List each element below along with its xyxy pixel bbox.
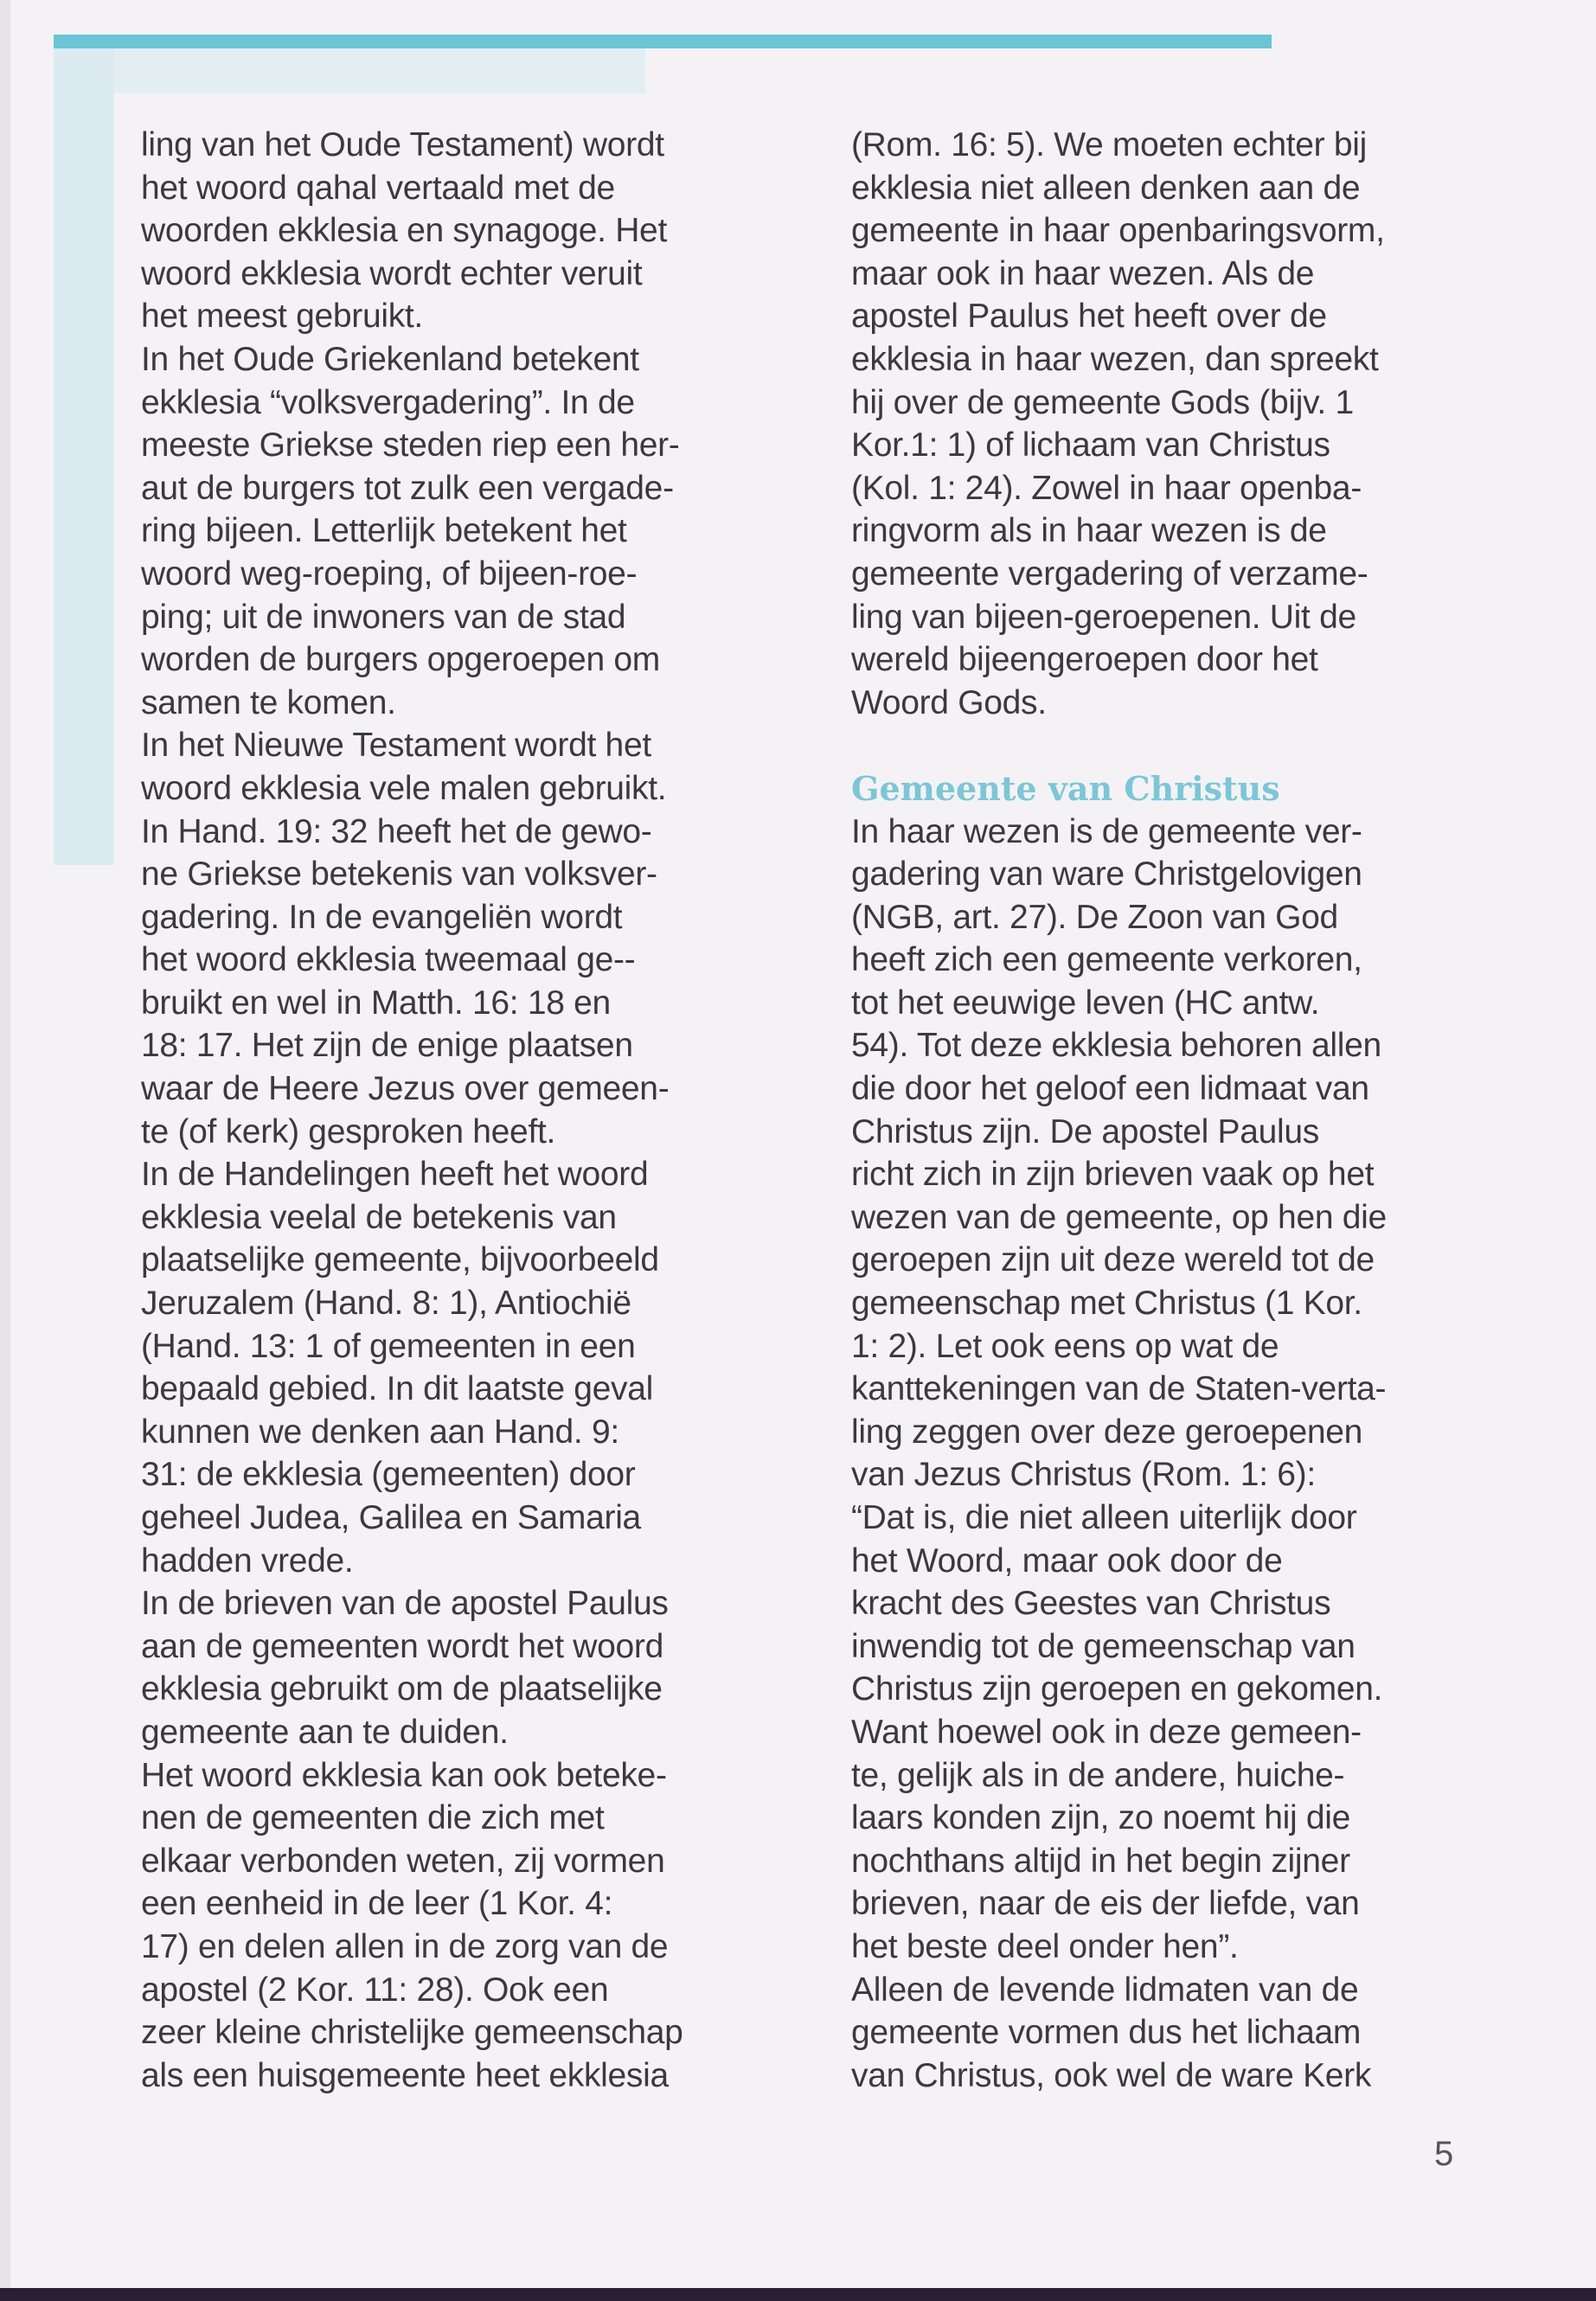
text-line: Kor.1: 1) of lichaam van Christus — [851, 426, 1330, 465]
text-line: geheel Judea, Galilea en Samaria — [141, 1499, 641, 1536]
text-line: aan de gemeenten wordt het woord — [141, 1627, 663, 1665]
page-edge — [0, 0, 10, 2301]
text-line: In Hand. 19: 32 heeft het de gewo- — [141, 812, 652, 850]
text-line: het woord ekklesia tweemaal ge-- — [141, 941, 636, 979]
top-accent-bar — [54, 35, 1272, 48]
text-line: 31: de ekklesia (gemeenten) door — [141, 1456, 636, 1494]
paragraph-spacer — [851, 724, 1509, 767]
text-line: In het Oude Griekenland betekent — [141, 340, 639, 378]
section-heading: Gemeente van Christus — [851, 768, 1280, 808]
text-line: kanttekeningen van de Staten-verta- — [851, 1370, 1387, 1408]
text-line: ring bijeen. Letterlijk betekent het — [141, 512, 627, 550]
text-line: ekklesia niet alleen denken aan de — [851, 169, 1361, 207]
text-line: ling zeggen over deze geroepenen — [851, 1413, 1363, 1451]
text-line: kunnen we denken aan Hand. 9: — [141, 1413, 619, 1451]
text-line: waar de Heere Jezus over gemeen- — [141, 1070, 670, 1108]
text-line: woord ekklesia vele malen gebruikt. — [141, 769, 667, 807]
text-line: gemeente in haar openbaringsvorm, — [851, 212, 1385, 250]
text-line: die door het geloof een lidmaat van — [851, 1070, 1369, 1108]
text-line: samen te komen. — [141, 683, 396, 721]
text-line: 1: 2). Let ook eens op wat de — [851, 1327, 1279, 1365]
text-line: als een huisgemeente heet ekklesia — [141, 2056, 669, 2094]
text-line: 18: 17. Het zijn de enige plaatsen — [141, 1027, 633, 1065]
text-line: ringvorm als in haar wezen is de — [851, 512, 1327, 550]
text-line: gemeente vormen dus het lichaam — [851, 2014, 1362, 2052]
text-line: In haar wezen is de gemeente ver- — [851, 812, 1362, 850]
text-line: woorden ekklesia en synagoge. Het — [141, 212, 667, 250]
text-line: te, gelijk als in de andere, huiche- — [851, 1756, 1345, 1794]
text-line: het woord qahal vertaald met de — [141, 169, 615, 207]
text-line: (Hand. 13: 1 of gemeenten in een — [141, 1327, 636, 1365]
text-line: Jeruzalem (Hand. 8: 1), Antiochië — [141, 1285, 631, 1323]
text-line: Want hoewel ook in deze gemeen- — [851, 1713, 1362, 1751]
right-column-section-body — [851, 811, 1509, 2098]
text-line: “Dat is, die niet alleen uiterlijk door — [851, 1499, 1357, 1536]
text-line: gadering. In de evangeliën wordt — [141, 898, 623, 936]
text-line: ling van het Oude Testament) wordt — [141, 126, 664, 163]
text-line: 17) en delen allen in de zorg van de — [141, 1927, 669, 1965]
right-column-paragraph — [851, 124, 1509, 724]
text-line: aut de burgers tot zulk een vergade- — [141, 469, 674, 507]
text-line: bruikt en wel in Matth. 16: 18 en — [141, 984, 611, 1022]
text-line: In de brieven van de apostel Paulus — [141, 1585, 669, 1623]
text-line: gadering van ware Christgelovigen — [851, 856, 1362, 894]
text-line: hadden vrede. — [141, 1541, 354, 1580]
decorative-blue-strip — [54, 48, 114, 865]
text-line: woord ekklesia wordt echter veruit — [141, 254, 643, 292]
text-line: plaatselijke gemeente, bijvoorbeeld — [141, 1241, 659, 1279]
text-line: laars konden zijn, zo noemt hij die — [851, 1799, 1350, 1837]
text-line: heeft zich een gemeente verkoren, — [851, 941, 1362, 979]
text-line: richt zich in zijn brieven vaak op het — [851, 1156, 1375, 1194]
text-line: gemeente aan te duiden. — [141, 1713, 509, 1751]
text-line: inwendig tot de gemeenschap van — [851, 1627, 1356, 1665]
text-line: gemeenschap met Christus (1 Kor. — [851, 1285, 1362, 1323]
text-line: ekklesia gebruikt om de plaatselijke — [141, 1670, 663, 1708]
text-line: zeer kleine christelijke gemeenschap — [141, 2014, 683, 2052]
right-text-column — [851, 124, 1509, 2097]
text-line: (Kol. 1: 24). Zowel in haar openba- — [851, 469, 1362, 507]
text-line: Het woord ekklesia kan ook beteke- — [141, 1756, 667, 1794]
text-line: worden de burgers opgeroepen om — [141, 641, 660, 679]
text-line: Christus zijn. De apostel Paulus — [851, 1112, 1319, 1150]
text-line: het meest gebruikt. — [141, 298, 423, 336]
text-line: wezen van de gemeente, op hen die — [851, 1198, 1387, 1236]
text-line: (Rom. 16: 5). We moeten echter bij — [851, 126, 1367, 163]
text-line: 54). Tot deze ekklesia behoren allen — [851, 1027, 1381, 1065]
text-line: maar ook in haar wezen. Als de — [851, 254, 1315, 292]
text-line: ping; uit de inwoners van de stad — [141, 598, 626, 636]
text-line: ekklesia in haar wezen, dan spreekt — [851, 340, 1379, 378]
text-line: woord weg-roeping, of bijeen-roe- — [141, 554, 638, 593]
text-line: brieven, naar de eis der liefde, van — [851, 1885, 1360, 1923]
scan-bottom-edge — [0, 2288, 1596, 2301]
text-line: apostel (2 Kor. 11: 28). Ook een — [141, 1971, 609, 2009]
text-line: het Woord, maar ook door de — [851, 1541, 1283, 1580]
decorative-blue-box — [54, 48, 645, 93]
text-line: ekklesia “volksvergadering”. In de — [141, 383, 635, 421]
text-line: elkaar verbonden weten, zij vormen — [141, 1842, 665, 1880]
text-line: nen de gemeenten die zich met — [141, 1799, 605, 1837]
text-line: ekklesia veelal de betekenis van — [141, 1198, 617, 1236]
text-line: hij over de gemeente Gods (bijv. 1 — [851, 383, 1354, 421]
text-line: In het Nieuwe Testament wordt het — [141, 727, 651, 765]
text-line: tot het eeuwige leven (HC antw. — [851, 984, 1320, 1022]
text-line: Christus zijn geroepen en gekomen. — [851, 1670, 1383, 1708]
text-line: het beste deel onder hen”. — [851, 1927, 1239, 1965]
text-line: meeste Griekse steden riep een her- — [141, 426, 680, 465]
text-line: bepaald gebied. In dit laatste geval — [141, 1370, 653, 1408]
text-line: gemeente vergadering of verzame- — [851, 554, 1368, 593]
text-line: Alleen de levende lidmaten van de — [851, 1971, 1359, 2009]
text-line: apostel Paulus het heeft over de — [851, 298, 1327, 336]
text-line: nochthans altijd in het begin zijner — [851, 1842, 1350, 1880]
left-text-column — [141, 124, 798, 2097]
text-line: een eenheid in de leer (1 Kor. 4: — [141, 1885, 613, 1923]
text-line: In de Handelingen heeft het woord — [141, 1156, 649, 1194]
text-line: ne Griekse betekenis van volksver- — [141, 856, 657, 894]
text-line: (NGB, art. 27). De Zoon van God — [851, 898, 1338, 936]
text-line: Woord Gods. — [851, 683, 1047, 721]
text-line: kracht des Geestes van Christus — [851, 1585, 1331, 1623]
text-line: van Christus, ook wel de ware Kerk — [851, 2056, 1372, 2094]
text-line: van Jezus Christus (Rom. 1: 6): — [851, 1456, 1316, 1494]
text-line: geroepen zijn uit deze wereld tot de — [851, 1241, 1375, 1279]
page-number: 5 — [1434, 2135, 1454, 2173]
text-line: te (of kerk) gesproken heeft. — [141, 1112, 556, 1150]
text-line: ling van bijeen-geroepenen. Uit de — [851, 598, 1356, 636]
text-line: wereld bijeengeroepen door het — [851, 641, 1318, 679]
